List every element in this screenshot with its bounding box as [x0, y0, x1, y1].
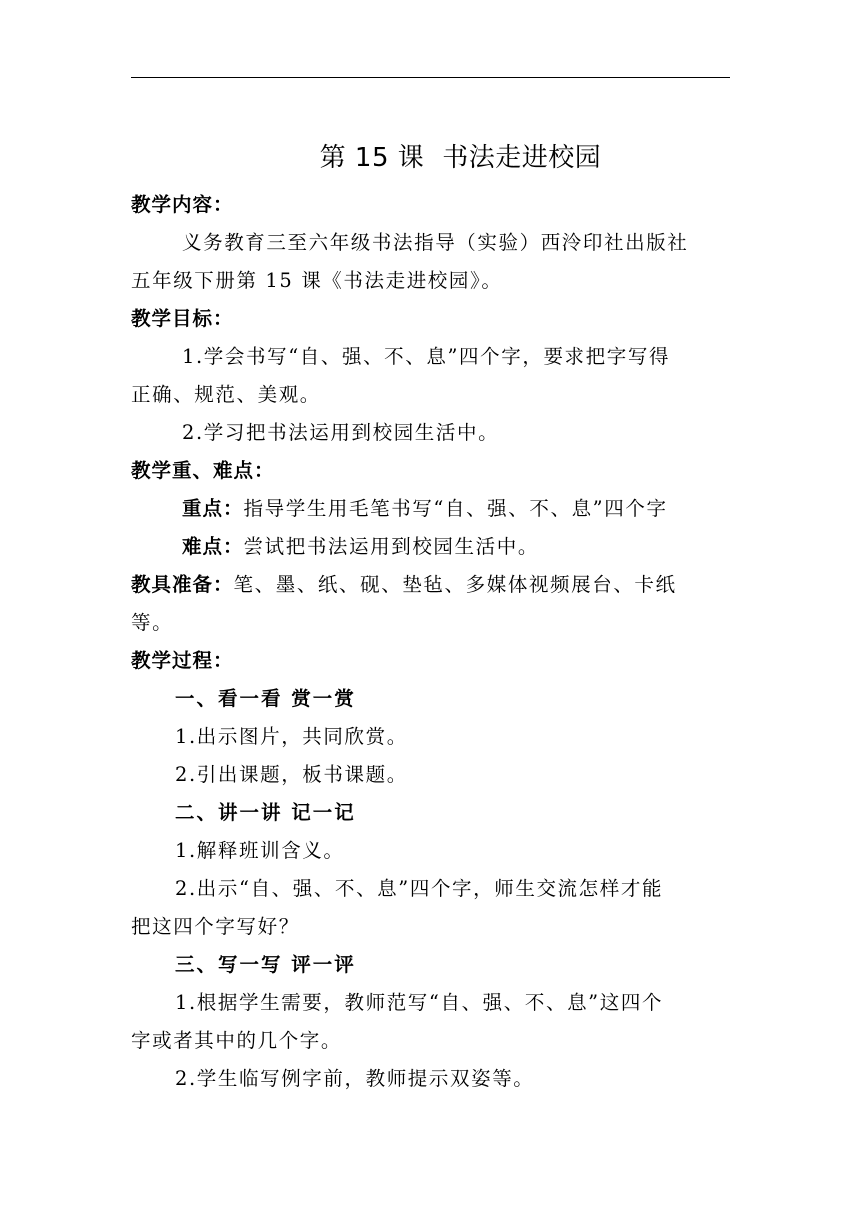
goals-heading: 教学目标： — [131, 307, 234, 330]
section-2-item-2-line-1: 2.出示“自、强、不、息”四个字，师生交流怎样才能 — [175, 877, 664, 900]
content-heading: 教学内容： — [131, 193, 234, 216]
focus-label: 重点： — [182, 497, 244, 520]
section-3-heading: 三、写一写 评一评 — [175, 953, 356, 976]
content-line-2: 五年级下册第 15 课《书法走进校园》。 — [131, 269, 503, 292]
section-3-item-1-line-1: 1.根据学生需要，教师范写“自、强、不、息”这四个 — [175, 991, 664, 1014]
lesson-name: 书法走进校园 — [442, 143, 602, 173]
section-2-item-2-line-2: 把这四个字写好？ — [131, 915, 300, 938]
materials-line-2: 等。 — [131, 611, 174, 634]
section-2-heading: 二、讲一讲 记一记 — [175, 801, 356, 824]
materials-text: 笔、墨、纸、砚、垫毡、多媒体视频展台、卡纸 — [233, 573, 677, 596]
materials-label: 教具准备： — [131, 573, 234, 596]
section-3-item-2: 2.学生临写例字前，教师提示双姿等。 — [175, 1067, 535, 1090]
lesson-number: 第 15 课 — [319, 143, 425, 173]
section-3-item-1-line-2: 字或者其中的几个字。 — [131, 1029, 343, 1052]
key-points-heading: 教学重、难点： — [131, 459, 275, 482]
section-1-heading: 一、看一看 赏一赏 — [175, 687, 356, 710]
materials-line-1 — [131, 566, 730, 604]
difficulty-line — [131, 528, 730, 566]
goal-2: 2.学习把书法运用到校园生活中。 — [182, 421, 500, 444]
goal-1-line-2: 正确、规范、美观。 — [131, 383, 321, 406]
focus-text: 指导学生用毛笔书写“自、强、不、息”四个字 — [243, 497, 668, 520]
difficulty-text: 尝试把书法运用到校园生活中。 — [243, 535, 539, 558]
content-line-1: 义务教育三至六年级书法指导（实验）西泠印社出版社 — [182, 231, 689, 254]
difficulty-label: 难点： — [182, 535, 244, 558]
page-title — [131, 136, 730, 180]
process-heading: 教学过程： — [131, 649, 234, 672]
goal-1-line-1: 1.学会书写“自、强、不、息”四个字，要求把字写得 — [182, 345, 671, 368]
focus-line — [131, 490, 730, 528]
document-body — [131, 136, 730, 1098]
section-1-item-1: 1.出示图片，共同欣赏。 — [175, 725, 408, 748]
header-rule — [131, 77, 730, 78]
section-1-item-2: 2.引出课题，板书课题。 — [175, 763, 408, 786]
section-2-item-1: 1.解释班训含义。 — [175, 839, 345, 862]
